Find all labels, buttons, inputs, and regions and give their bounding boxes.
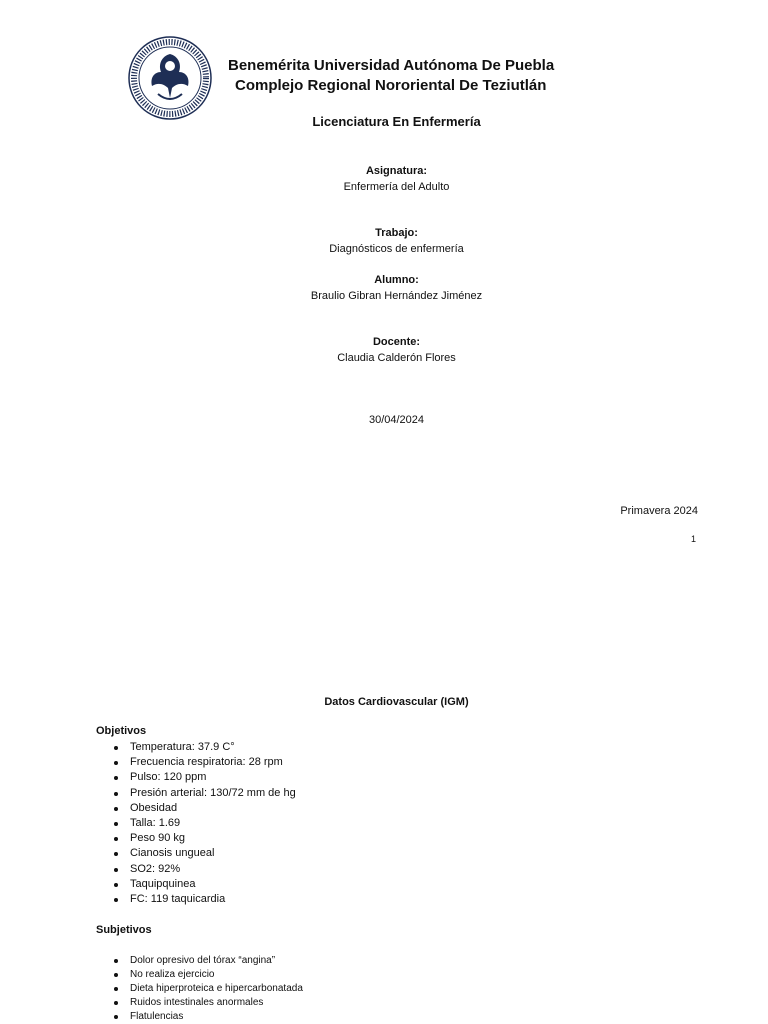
subject-value: Enfermería del Adulto xyxy=(343,181,450,193)
list-item: Pulso: 120 ppm xyxy=(130,770,296,785)
objectives-heading: Objetivos xyxy=(96,725,147,737)
student-value: Braulio Gibran Hernández Jiménez xyxy=(310,290,483,302)
teacher-value: Claudia Calderón Flores xyxy=(337,352,456,364)
student-label: Alumno: xyxy=(374,274,419,286)
data-page xyxy=(0,585,768,1024)
season-text: Primavera 2024 xyxy=(620,505,698,517)
subject-label: Asignatura: xyxy=(365,165,428,177)
subjective-heading: Subjetivos xyxy=(96,924,152,936)
page-number: 1 xyxy=(690,534,696,544)
list-item: Dolor opresivo del tórax “angina” xyxy=(130,954,303,968)
list-item: Temperatura: 37.9 C° xyxy=(130,740,296,755)
work-value: Diagnósticos de enfermería xyxy=(329,243,464,255)
teacher-label: Docente: xyxy=(372,336,421,348)
list-item: SO2: 92% xyxy=(130,862,296,877)
objectives-list xyxy=(96,740,296,907)
list-item: Frecuencia respiratoria: 28 rpm xyxy=(130,755,296,770)
list-item: Flatulencias xyxy=(130,1010,303,1024)
campus-name: Complejo Regional Nororiental De Teziutlán xyxy=(235,77,547,94)
university-name: Benemérita Universidad Autónoma De Puebla xyxy=(228,57,555,74)
list-item: Ruidos intestinales anormales xyxy=(130,996,303,1010)
list-item: No realiza ejercicio xyxy=(130,968,303,982)
date-text: 30/04/2024 xyxy=(368,414,425,426)
list-item: Peso 90 kg xyxy=(130,831,296,846)
degree-title: Licenciatura En Enfermería xyxy=(312,114,481,129)
list-item: Taquipquinea xyxy=(130,877,296,892)
section-title: Datos Cardiovascular (IGM) xyxy=(324,696,469,708)
university-seal-logo xyxy=(128,36,212,120)
list-item: FC: 119 taquicardia xyxy=(130,892,296,907)
subjective-list xyxy=(96,954,303,1024)
list-item: Presión arterial: 130/72 mm de hg xyxy=(130,786,296,801)
university-header xyxy=(228,56,588,96)
list-item: Dieta hiperproteica e hipercarbonatada xyxy=(130,983,303,994)
work-label: Trabajo: xyxy=(375,227,418,239)
list-item: Obesidad xyxy=(130,801,296,816)
list-item: Cianosis ungueal xyxy=(130,846,296,861)
list-item: Talla: 1.69 xyxy=(130,816,296,831)
